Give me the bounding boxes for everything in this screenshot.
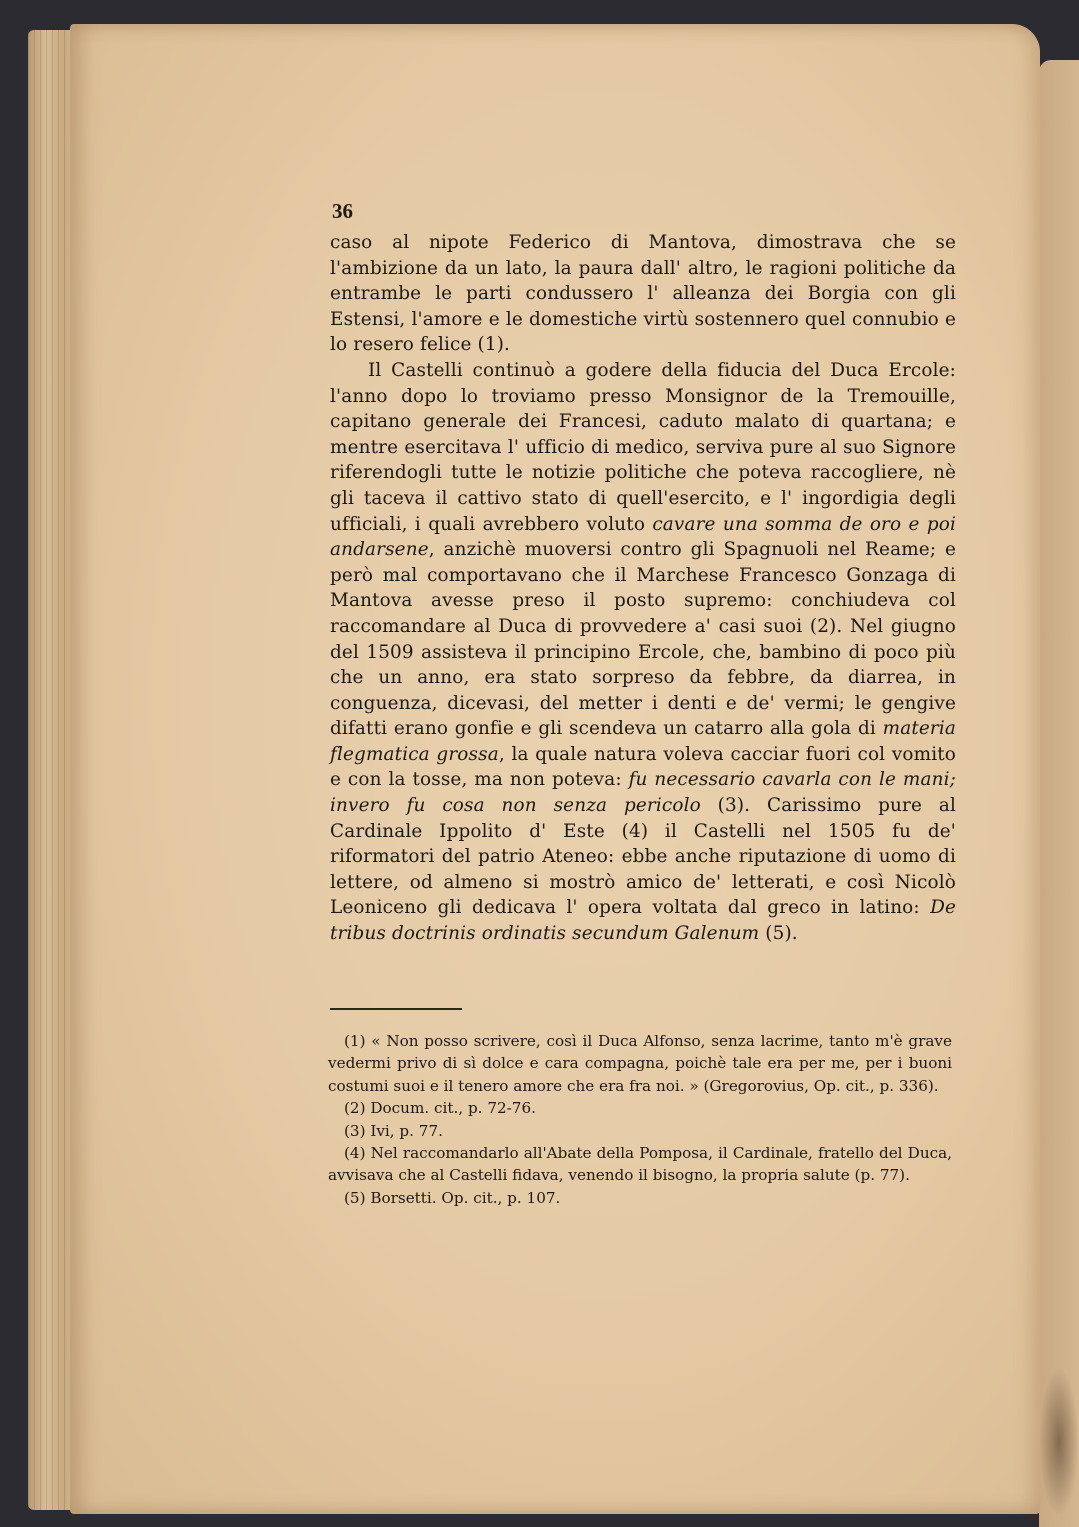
footnotes <box>328 1030 952 1209</box>
footnote-3: (3) Ivi, p. 77. <box>344 1121 443 1140</box>
footnote-divider <box>330 1008 462 1010</box>
paragraph-2-part-a: Il Castelli continuò a godere della fiducia del Duca Ercole: l'anno dopo lo troviamo presso Monsignor de la Tremouille, capitano generale dei Francesi, caduto malato di quartana; e mentre esercitava l' ufficio di medico, serviva pure al suo Signore riferendogli tutte le notizie politiche che poteva raccogliere, nè gli taceva il cattivo stato di quell'esercito, e l' ingordigia degli ufficiali, i quali avrebbero voluto <box>330 359 956 535</box>
facing-page-edge <box>1039 60 1079 1527</box>
paragraph-2-part-b: , anzichè muoversi contro gli Spagnuoli nel Reame; e però mal comportavano che il Marchese Francesco Gonzaga di Mantova avesse preso il posto supremo: conchiudeva col raccomandare al Duca di provvedere a' casi suoi (2). Nel giugno del 1509 assisteva il principino Ercole, che, bambino di poco più che un anno, era stato sorpreso da febbre, da diarrea, in conguenza, dicevasi, del metter i denti e de' vermi; le gengive difatti erano gonfie e gli scendeva un catarro alla gola di <box>330 539 956 740</box>
footnote-5: (5) Borsetti. Op. cit., p. 107. <box>344 1188 561 1207</box>
footnote-4: (4) Nel raccomandarlo all'Abate della Pomposa, il Cardinale, fratello del Duca, avvisava che al Castelli fidava, venendo il bisogno, la propria salute (p. 77). <box>328 1144 952 1185</box>
paragraph-2 <box>330 358 956 947</box>
italic-quote-2: materia flegmatica grossa <box>330 718 956 765</box>
paragraph-2-part-d: (3). Carissimo pure al Cardinale Ippolito d' Este (4) il Castelli nel 1505 fu de' riformatori del patrio Ateneo: ebbe anche riputazione di uomo di lettere, od almeno si mostrò amico de' letterati, e così Nicolò Leoniceno gli dedicava l' opera voltata dal greco in latino: <box>330 795 956 919</box>
italic-quote-3: fu necessario cavarla con le mani; invero fu cosa non senza pericolo <box>330 769 956 817</box>
page-number: 36 <box>332 199 353 223</box>
corner-smudge <box>1039 1367 1079 1517</box>
paragraph-2-part-e: (5). <box>759 923 798 945</box>
body-text <box>330 230 956 947</box>
italic-quote-1: cavare una somma de oro e poi andarsene <box>330 513 956 561</box>
footnote-1: (1) « Non posso scrivere, così il Duca Alfonso, senza lacrime, tanto m'è grave vedermi privo di sì dolce e cara compagna, poichè tale era per me, per i buoni costumi suoi e il tenero amore che era fra noi. » (Gregorovius, Op. cit., p. 336). <box>328 1032 952 1095</box>
footnote-2: (2) Docum. cit., p. 72-76. <box>344 1099 536 1118</box>
paragraph-2-part-c: , la quale natura voleva cacciar fuori col vomito e con la tosse, ma non poteva: <box>330 743 956 791</box>
paragraph-1: caso al nipote Federico di Mantova, dimostrava che se l'ambizione da un lato, la paura dall' altro, le ragioni politiche da entrambe le parti condussero l' alleanza dei Borgia con gli Estensi, l'amore e le domestiche virtù sostennero quel connubio e lo resero felice (1). <box>330 232 956 356</box>
italic-title: De tribus doctrinis ordinatis secundum Galenum <box>330 897 956 945</box>
